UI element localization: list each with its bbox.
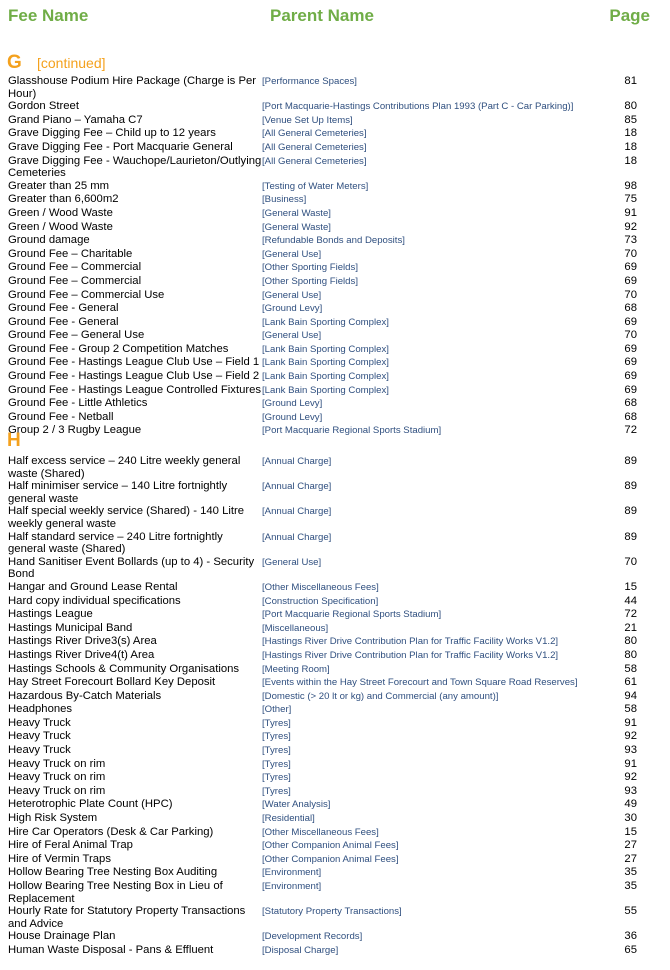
parent-name-link[interactable]: [Other Miscellaneous Fees] bbox=[262, 581, 379, 593]
page-number-cell: 91 bbox=[624, 206, 637, 219]
column-header-fee-name: Fee Name bbox=[8, 6, 89, 25]
parent-name-link[interactable]: [Tyres] bbox=[262, 785, 291, 797]
fee-name-cell: Green / Wood Waste bbox=[8, 220, 113, 233]
parent-name-link[interactable]: [Other Companion Animal Fees] bbox=[262, 853, 399, 865]
parent-name-link[interactable]: [General Use] bbox=[262, 248, 322, 260]
page-number-cell: 92 bbox=[624, 220, 637, 233]
page-number-cell: 69 bbox=[624, 356, 637, 369]
parent-name-link[interactable]: [Port Macquarie-Hastings Contributions Plan 1993 (Part C - Car Parking)] bbox=[262, 101, 574, 113]
fee-row bbox=[0, 622, 670, 636]
fee-name-cell: Ground Fee - General bbox=[8, 315, 119, 328]
page-number-cell: 72 bbox=[624, 424, 637, 437]
fee-row bbox=[0, 127, 670, 141]
parent-name-link[interactable]: [Lank Bain Sporting Complex] bbox=[262, 316, 389, 328]
parent-name-link[interactable]: [All General Cemeteries] bbox=[262, 155, 367, 167]
page-number-cell: 89 bbox=[624, 530, 637, 543]
page-number-cell: 69 bbox=[624, 342, 637, 355]
fee-name-cell: Heavy Truck on rim bbox=[8, 771, 106, 784]
fee-row bbox=[0, 556, 670, 581]
fee-name-cell: Hire of Feral Animal Trap bbox=[8, 839, 133, 852]
fee-name-cell: Ground Fee - Hastings League Club Use – Field 1 bbox=[8, 356, 260, 369]
fee-name-cell: Hourly Rate for Statutory Property Transactions and Advice bbox=[8, 905, 246, 930]
fee-row bbox=[0, 221, 670, 235]
parent-name-link[interactable]: [Port Macquarie Regional Sports Stadium] bbox=[262, 425, 442, 437]
page-number-cell: 89 bbox=[624, 480, 637, 493]
fee-name-cell: Hangar and Ground Lease Rental bbox=[8, 580, 178, 593]
parent-name-link[interactable]: [Tyres] bbox=[262, 717, 291, 729]
parent-name-link[interactable]: [Ground Levy] bbox=[262, 398, 323, 410]
page-number-cell: 93 bbox=[624, 784, 637, 797]
parent-name-link[interactable]: [Water Analysis] bbox=[262, 799, 331, 811]
parent-name-link[interactable]: [Ground Levy] bbox=[262, 411, 323, 423]
fee-name-cell: Hire Car Operators (Desk & Car Parking) bbox=[8, 825, 214, 838]
fee-name-cell: Hastings League bbox=[8, 608, 93, 621]
page-number-cell: 49 bbox=[624, 798, 637, 811]
parent-name-link[interactable]: [Port Macquarie Regional Sports Stadium] bbox=[262, 609, 442, 621]
page-number-cell: 61 bbox=[624, 676, 637, 689]
fee-name-cell: Ground Fee – Commercial Use bbox=[8, 288, 165, 301]
fee-row bbox=[0, 853, 670, 867]
page-number-cell: 91 bbox=[624, 716, 637, 729]
page-number-cell: 80 bbox=[624, 648, 637, 661]
parent-name-link[interactable]: [Tyres] bbox=[262, 745, 291, 757]
parent-name-link[interactable]: [Annual Charge] bbox=[262, 506, 332, 518]
parent-name-link[interactable]: [Events within the Hay Street Forecourt and Town Square Road Reserves] bbox=[262, 677, 578, 689]
page-number-cell: 98 bbox=[624, 179, 637, 192]
fee-name-cell: Ground Fee - Little Athletics bbox=[8, 397, 148, 410]
fee-name-cell: Hand Sanitiser Event Bollards (up to 4) - Security Bond bbox=[8, 555, 255, 581]
parent-name-link[interactable]: [Construction Specification] bbox=[262, 595, 379, 607]
page-number-cell: 18 bbox=[624, 127, 637, 140]
parent-name-link[interactable]: [Lank Bain Sporting Complex] bbox=[262, 357, 389, 369]
section-letter-h: H bbox=[7, 430, 21, 451]
fee-name-cell: Ground Fee - Hastings League Club Use – Field 2 bbox=[8, 370, 260, 383]
fee-name-cell: Ground Fee - Netball bbox=[8, 410, 114, 423]
fee-name-cell: High Risk System bbox=[8, 812, 98, 825]
fee-row bbox=[0, 905, 670, 930]
page-number-cell: 81 bbox=[624, 75, 637, 87]
fee-name-cell: Hard copy individual specifications bbox=[8, 594, 181, 607]
page-number-cell: 70 bbox=[624, 555, 637, 568]
fee-row bbox=[0, 798, 670, 812]
parent-name-link[interactable]: [Other Sporting Fields] bbox=[262, 262, 358, 274]
parent-name-link[interactable]: [General Use] bbox=[262, 556, 322, 568]
fee-row bbox=[0, 880, 670, 905]
page-number-cell: 73 bbox=[624, 234, 637, 247]
parent-name-link[interactable]: [Other Sporting Fields] bbox=[262, 275, 358, 287]
parent-name-link[interactable]: [Disposal Charge] bbox=[262, 944, 339, 956]
parent-name-link[interactable]: [General Waste] bbox=[262, 207, 331, 219]
fee-name-cell: House Drainage Plan bbox=[8, 930, 116, 943]
page-number-cell: 68 bbox=[624, 397, 637, 410]
parent-name-link[interactable]: [Miscellaneous] bbox=[262, 622, 329, 634]
page-number-cell: 91 bbox=[624, 757, 637, 770]
fee-row bbox=[0, 424, 670, 438]
page-number-cell: 58 bbox=[624, 703, 637, 716]
fee-row bbox=[0, 608, 670, 622]
parent-name-link[interactable]: [Domestic (> 20 lt or kg) and Commercial (any amount)] bbox=[262, 690, 499, 702]
fee-name-cell: Half excess service – 240 Litre weekly general waste (Shared) bbox=[8, 455, 241, 480]
page-number-cell: 68 bbox=[624, 302, 637, 315]
fee-name-cell: Grave Digging Fee - Wauchope/Laurieton/Outlying Cemeteries bbox=[8, 154, 262, 180]
fee-row bbox=[0, 480, 670, 505]
page-number-cell: 55 bbox=[624, 905, 637, 918]
page-number-cell: 30 bbox=[624, 812, 637, 825]
parent-name-link[interactable]: [Hastings River Drive Contribution Plan for Traffic Facility Works V1.2] bbox=[262, 649, 559, 661]
parent-name-link[interactable]: [All General Cemeteries] bbox=[262, 141, 367, 153]
parent-name-link[interactable]: [General Waste] bbox=[262, 221, 331, 233]
fee-row bbox=[0, 261, 670, 275]
fee-row bbox=[0, 826, 670, 840]
fee-row bbox=[0, 839, 670, 853]
page-number-cell: 85 bbox=[624, 113, 637, 126]
page-number-cell: 21 bbox=[624, 621, 637, 634]
fee-name-cell: Headphones bbox=[8, 703, 73, 716]
parent-name-link[interactable]: [Development Records] bbox=[262, 931, 363, 943]
column-header-parent-name: Parent Name bbox=[270, 6, 374, 25]
parent-name-link[interactable]: [Meeting Room] bbox=[262, 663, 330, 675]
fee-row bbox=[0, 114, 670, 128]
page-number-cell: 69 bbox=[624, 261, 637, 274]
fee-row bbox=[0, 690, 670, 704]
fee-row bbox=[0, 635, 670, 649]
page-number-cell: 35 bbox=[624, 880, 637, 892]
parent-name-link[interactable]: [Refundable Bonds and Deposits] bbox=[262, 235, 405, 247]
fee-row bbox=[0, 663, 670, 677]
fee-row bbox=[0, 744, 670, 758]
fee-row bbox=[0, 141, 670, 155]
parent-name-link[interactable]: [Statutory Property Transactions] bbox=[262, 906, 402, 918]
fee-row bbox=[0, 812, 670, 826]
page-number-cell: 70 bbox=[624, 247, 637, 260]
fee-name-cell: Ground Fee – Commercial bbox=[8, 274, 142, 287]
fee-name-cell: Hastings Municipal Band bbox=[8, 621, 133, 634]
page-number-cell: 72 bbox=[624, 608, 637, 621]
parent-name-link[interactable]: [Hastings River Drive Contribution Plan for Traffic Facility Works V1.2] bbox=[262, 636, 559, 648]
parent-name-link[interactable]: [Performance Spaces] bbox=[262, 76, 357, 87]
fee-name-cell: Heterotrophic Plate Count (HPC) bbox=[8, 798, 173, 811]
parent-name-link[interactable]: [Other Companion Animal Fees] bbox=[262, 840, 399, 852]
fee-row bbox=[0, 329, 670, 343]
parent-name-link[interactable]: [Business] bbox=[262, 194, 307, 206]
page-number-cell: 69 bbox=[624, 315, 637, 328]
parent-name-link[interactable]: [Tyres] bbox=[262, 758, 291, 770]
section-letter-g: G bbox=[7, 52, 22, 73]
fee-name-cell: Ground Fee – General Use bbox=[8, 329, 145, 342]
fee-name-cell: Hazardous By-Catch Materials bbox=[8, 689, 162, 702]
fee-name-cell: Ground damage bbox=[8, 234, 90, 247]
fee-name-cell: Hastings River Drive3(s) Area bbox=[8, 635, 157, 648]
fee-row bbox=[0, 717, 670, 731]
fee-row bbox=[0, 455, 670, 480]
fee-row bbox=[0, 75, 670, 100]
parent-name-link[interactable]: [Other Miscellaneous Fees] bbox=[262, 826, 379, 838]
page-number-cell: 75 bbox=[624, 193, 637, 206]
column-header-page: Page bbox=[609, 6, 650, 25]
parent-name-link[interactable]: [Annual Charge] bbox=[262, 531, 332, 543]
parent-name-link[interactable]: [Other] bbox=[262, 704, 292, 716]
fee-name-cell: Group 2 / 3 Rugby League bbox=[8, 424, 142, 437]
page-number-cell: 92 bbox=[624, 771, 637, 784]
parent-name-link[interactable]: [All General Cemeteries] bbox=[262, 128, 367, 140]
fee-row bbox=[0, 207, 670, 221]
parent-name-link[interactable]: [Environment] bbox=[262, 867, 322, 879]
page-number-cell: 80 bbox=[624, 100, 637, 113]
parent-name-link[interactable]: [Annual Charge] bbox=[262, 456, 332, 467]
fee-row bbox=[0, 356, 670, 370]
fee-name-cell: Heavy Truck bbox=[8, 730, 71, 743]
parent-name-link[interactable]: [Testing of Water Meters] bbox=[262, 180, 369, 192]
fee-row bbox=[0, 155, 670, 180]
parent-name-link[interactable]: [General Use] bbox=[262, 289, 322, 301]
parent-name-link[interactable]: [Lank Bain Sporting Complex] bbox=[262, 343, 389, 355]
fee-name-cell: Green / Wood Waste bbox=[8, 206, 113, 219]
parent-name-link[interactable]: [Lank Bain Sporting Complex] bbox=[262, 371, 389, 383]
page-number-cell: 69 bbox=[624, 383, 637, 396]
page-number-cell: 27 bbox=[624, 852, 637, 865]
section-continued-label: [continued] bbox=[37, 55, 106, 71]
fee-row bbox=[0, 248, 670, 262]
fee-row bbox=[0, 866, 670, 880]
section-g-rows bbox=[0, 75, 670, 438]
fee-row bbox=[0, 343, 670, 357]
fee-name-cell: Greater than 6,600m2 bbox=[8, 193, 119, 206]
page-number-cell: 70 bbox=[624, 329, 637, 342]
page-number-cell: 92 bbox=[624, 730, 637, 743]
parent-name-link[interactable]: [Ground Levy] bbox=[262, 303, 323, 315]
fee-row bbox=[0, 234, 670, 248]
fee-name-cell: Hastings River Drive4(t) Area bbox=[8, 648, 155, 661]
fee-row bbox=[0, 397, 670, 411]
fee-name-cell: Ground Fee - Hastings League Controlled Fixtures bbox=[8, 383, 262, 396]
fee-row bbox=[0, 193, 670, 207]
fee-name-cell: Human Waste Disposal - Pans & Effluent bbox=[8, 943, 214, 956]
parent-name-link[interactable]: [Annual Charge] bbox=[262, 481, 332, 493]
fee-name-cell: Heavy Truck bbox=[8, 716, 71, 729]
fee-name-cell: Greater than 25 mm bbox=[8, 179, 110, 192]
fee-row bbox=[0, 676, 670, 690]
fee-row bbox=[0, 758, 670, 772]
fee-row bbox=[0, 581, 670, 595]
parent-name-link[interactable]: [Lank Bain Sporting Complex] bbox=[262, 384, 389, 396]
page-number-cell: 70 bbox=[624, 288, 637, 301]
page-number-cell: 18 bbox=[624, 140, 637, 153]
fee-name-cell: Hollow Bearing Tree Nesting Box Auditing bbox=[8, 866, 218, 879]
fee-name-cell: Gordon Street bbox=[8, 100, 79, 113]
page-number-cell: 36 bbox=[624, 930, 637, 943]
parent-name-link[interactable]: [Residential] bbox=[262, 813, 315, 825]
fee-row bbox=[0, 275, 670, 289]
fee-row bbox=[0, 505, 670, 530]
page-number-cell: 69 bbox=[624, 274, 637, 287]
fee-row bbox=[0, 730, 670, 744]
fee-row bbox=[0, 531, 670, 556]
fee-row bbox=[0, 930, 670, 944]
fee-name-cell: Heavy Truck on rim bbox=[8, 784, 106, 797]
page-number-cell: 15 bbox=[624, 580, 637, 593]
parent-name-link[interactable]: [Venue Set Up Items] bbox=[262, 114, 353, 126]
page-number-cell: 89 bbox=[624, 455, 637, 467]
page-number-cell: 58 bbox=[624, 662, 637, 675]
fee-row bbox=[0, 703, 670, 717]
fee-name-cell: Grave Digging Fee - Port Macquarie General bbox=[8, 140, 233, 153]
fee-row bbox=[0, 411, 670, 425]
fee-row bbox=[0, 302, 670, 316]
page-number-cell: 44 bbox=[624, 594, 637, 607]
fee-name-cell: Hay Street Forecourt Bollard Key Deposit bbox=[8, 676, 216, 689]
fee-name-cell: Ground Fee – Charitable bbox=[8, 247, 133, 260]
fee-name-cell: Half special weekly service (Shared) - 140 Litre weekly general waste bbox=[8, 505, 245, 530]
fee-row bbox=[0, 289, 670, 303]
fee-row bbox=[0, 771, 670, 785]
page-number-cell: 93 bbox=[624, 744, 637, 757]
fee-name-cell: Grand Piano – Yamaha C7 bbox=[8, 113, 143, 126]
page-number-cell: 15 bbox=[624, 825, 637, 838]
fee-row bbox=[0, 180, 670, 194]
fee-name-cell: Half standard service – 240 Litre fortnightly general waste (Shared) bbox=[8, 530, 223, 556]
fee-name-cell: Ground Fee – Commercial bbox=[8, 261, 142, 274]
fee-row bbox=[0, 316, 670, 330]
fee-row bbox=[0, 595, 670, 609]
page-number-cell: 35 bbox=[624, 866, 637, 879]
fee-name-cell: Ground Fee - Group 2 Competition Matches bbox=[8, 342, 229, 355]
fee-name-cell: Grave Digging Fee – Child up to 12 years bbox=[8, 127, 216, 140]
page-number-cell: 89 bbox=[624, 505, 637, 518]
fee-name-cell: Heavy Truck on rim bbox=[8, 757, 106, 770]
parent-name-link[interactable]: [Tyres] bbox=[262, 731, 291, 743]
page-number-cell: 65 bbox=[624, 943, 637, 956]
fee-name-cell: Hire of Vermin Traps bbox=[8, 852, 111, 865]
parent-name-link[interactable]: [General Use] bbox=[262, 330, 322, 342]
page-number-cell: 80 bbox=[624, 635, 637, 648]
fee-name-cell: Hollow Bearing Tree Nesting Box in Lieu of Replacement bbox=[8, 880, 223, 905]
section-h-rows bbox=[0, 455, 670, 958]
page-number-cell: 27 bbox=[624, 839, 637, 852]
fee-name-cell: Ground Fee - General bbox=[8, 302, 119, 315]
fee-row bbox=[0, 785, 670, 799]
parent-name-link[interactable]: [Tyres] bbox=[262, 772, 291, 784]
fee-name-cell: Glasshouse Podium Hire Package (Charge is Per Hour) bbox=[8, 75, 257, 100]
fee-row bbox=[0, 384, 670, 398]
page-number-cell: 69 bbox=[624, 370, 637, 383]
parent-name-link[interactable]: [Environment] bbox=[262, 881, 322, 892]
fee-row bbox=[0, 100, 670, 114]
fee-name-cell: Heavy Truck bbox=[8, 744, 71, 757]
fee-name-cell: Half minimiser service – 140 Litre fortnightly general waste bbox=[8, 480, 228, 505]
page-number-cell: 68 bbox=[624, 410, 637, 423]
page-number-cell: 18 bbox=[624, 154, 637, 167]
page-number-cell: 94 bbox=[624, 689, 637, 702]
fee-row bbox=[0, 944, 670, 958]
fee-row bbox=[0, 649, 670, 663]
fee-name-cell: Hastings Schools & Community Organisations bbox=[8, 662, 240, 675]
fee-row bbox=[0, 370, 670, 384]
